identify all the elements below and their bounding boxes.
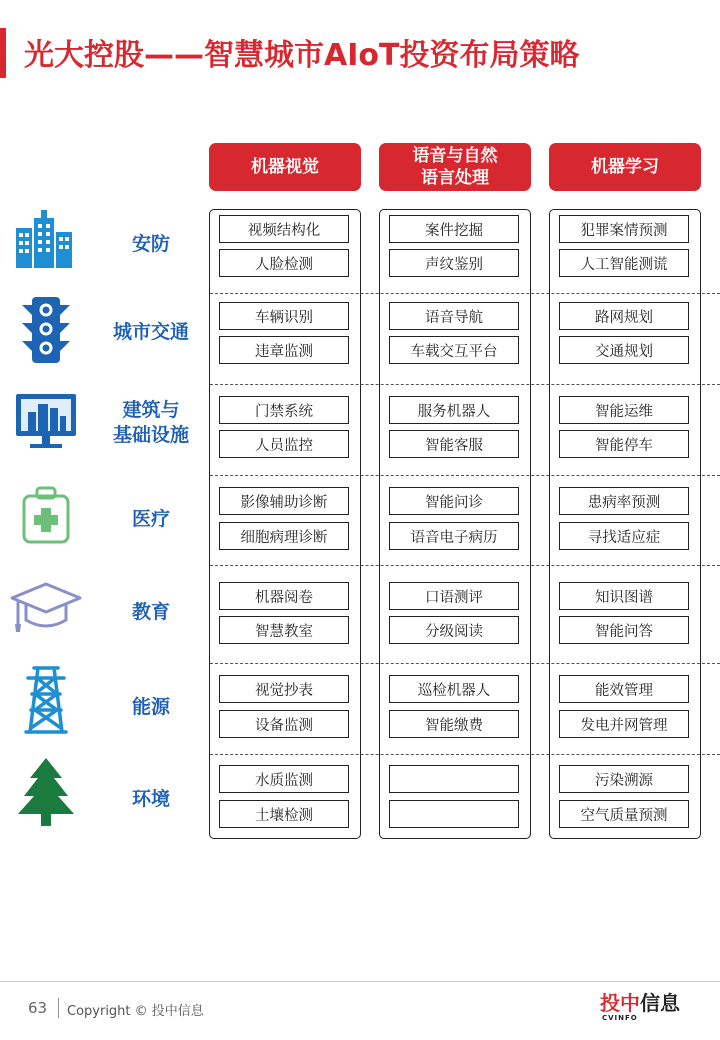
- category-label-infrastructure: 建筑与 基础设施: [112, 399, 189, 446]
- cell-nlp: 智能问诊: [389, 487, 519, 515]
- category-label-energy: 能源: [131, 696, 170, 718]
- traffic-light-icon: [10, 295, 82, 367]
- cell-nlp: 案件挖掘: [389, 215, 519, 243]
- cell-vision: 人脸检测: [219, 249, 349, 277]
- column-header-nlp: 语音与自然 语言处理: [379, 143, 531, 191]
- row-separator: [210, 293, 720, 294]
- row-separator: [210, 384, 720, 385]
- title-accent-bar: [0, 28, 6, 78]
- logo-red-text: 投中: [600, 991, 640, 1015]
- power-tower-icon: [10, 664, 82, 736]
- cell-ml: 犯罪案情预测: [559, 215, 689, 243]
- page-title: 光大控股——智慧城市AIoT投资布局策略: [24, 38, 580, 73]
- cell-ml: 智能问答: [559, 616, 689, 644]
- cell-ml: 患病率预测: [559, 487, 689, 515]
- buildings-icon: [10, 206, 82, 278]
- cell-ml: 污染溯源: [559, 765, 689, 793]
- cell-ml: 能效管理: [559, 675, 689, 703]
- cell-nlp: 语音导航: [389, 302, 519, 330]
- cell-vision: 细胞病理诊断: [219, 522, 349, 550]
- cell-ml: 知识图谱: [559, 582, 689, 610]
- cell-vision: 设备监测: [219, 710, 349, 738]
- category-label-security: 安防: [131, 233, 170, 255]
- graduation-cap-icon: [10, 574, 82, 646]
- cell-nlp: 声纹鉴别: [389, 249, 519, 277]
- cell-nlp-empty: [389, 765, 519, 793]
- column-header-ml: 机器学习: [549, 143, 701, 191]
- logo-subtext: CVINFO: [602, 1014, 638, 1022]
- cell-vision: 机器阅卷: [219, 582, 349, 610]
- column-header-vision: 机器视觉: [209, 143, 361, 191]
- cell-vision: 视频结构化: [219, 215, 349, 243]
- pine-tree-icon: [10, 756, 82, 828]
- cell-ml: 空气质量预测: [559, 800, 689, 828]
- cell-vision: 土壤检测: [219, 800, 349, 828]
- monitor-building-icon: [10, 386, 82, 458]
- category-label-education: 教育: [131, 601, 170, 623]
- cvinfo-logo: [600, 992, 686, 1028]
- logo-wordmark: [600, 992, 686, 1014]
- cell-ml: 人工智能测谎: [559, 249, 689, 277]
- cell-vision: 门禁系统: [219, 396, 349, 424]
- row-separator: [210, 475, 720, 476]
- category-label-traffic: 城市交通: [112, 321, 189, 343]
- cell-vision: 水质监测: [219, 765, 349, 793]
- cell-vision: 车辆识别: [219, 302, 349, 330]
- cell-ml: 智能停车: [559, 430, 689, 458]
- cell-ml: 智能运维: [559, 396, 689, 424]
- cell-ml: 寻找适应症: [559, 522, 689, 550]
- row-separator: [210, 754, 720, 755]
- logo-dark-text: 信息: [640, 991, 680, 1015]
- cell-vision: 影像辅助诊断: [219, 487, 349, 515]
- medical-kit-icon: [10, 480, 82, 552]
- row-separator: [210, 663, 720, 664]
- cell-nlp: 服务机器人: [389, 396, 519, 424]
- footer-separator: [58, 998, 59, 1018]
- cell-ml: 路网规划: [559, 302, 689, 330]
- cell-vision: 违章监测: [219, 336, 349, 364]
- cell-ml: 发电并网管理: [559, 710, 689, 738]
- page-number: 63: [28, 999, 48, 1017]
- category-label-medical: 医疗: [131, 508, 170, 530]
- cell-nlp: 智能缴费: [389, 710, 519, 738]
- cell-nlp-empty: [389, 800, 519, 828]
- copyright-text: Copyright © 投中信息: [67, 1004, 204, 1019]
- row-separator: [210, 565, 720, 566]
- cell-vision: 人员监控: [219, 430, 349, 458]
- cell-nlp: 车载交互平台: [389, 336, 519, 364]
- footer-divider: [0, 981, 720, 982]
- cell-vision: 视觉抄表: [219, 675, 349, 703]
- cell-nlp: 巡检机器人: [389, 675, 519, 703]
- cell-nlp: 智能客服: [389, 430, 519, 458]
- cell-nlp: 分级阅读: [389, 616, 519, 644]
- cell-ml: 交通规划: [559, 336, 689, 364]
- cell-nlp: 语音电子病历: [389, 522, 519, 550]
- cell-vision: 智慧教室: [219, 616, 349, 644]
- category-label-environment: 环境: [131, 788, 170, 810]
- cell-nlp: 口语测评: [389, 582, 519, 610]
